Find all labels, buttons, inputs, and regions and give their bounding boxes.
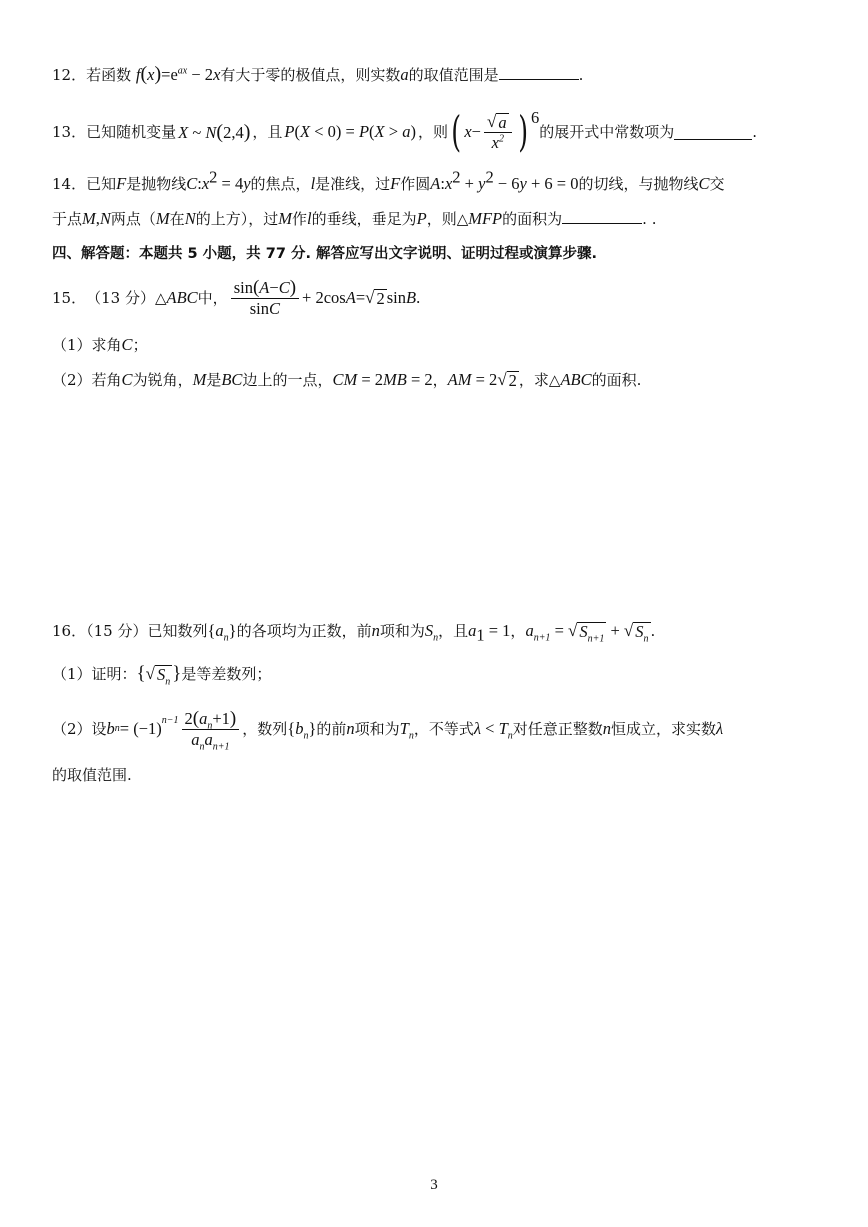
question-text: （1）求角 — [52, 336, 122, 354]
question-text: ，不等式 — [413, 720, 474, 738]
question-text: （1）证明： — [52, 665, 137, 683]
question-16-part-2 — [52, 707, 828, 751]
question-text: 于点 — [52, 210, 83, 228]
variable: N — [184, 209, 196, 228]
variable: a — [400, 65, 409, 84]
formula: AM = 2 √ 2 — [447, 370, 517, 390]
variable: M — [155, 209, 170, 228]
question-16-part-1 — [52, 663, 828, 688]
punctuation: ； — [132, 336, 148, 354]
question-text: ，数列 — [242, 720, 288, 738]
question-text: 的面积. — [591, 371, 642, 389]
question-number: 13． — [52, 123, 87, 141]
question-text: 是等差数列； — [181, 665, 272, 683]
formula: X ~ N(2,4) — [178, 120, 251, 143]
answer-blank[interactable] — [674, 125, 752, 140]
question-text: 的切线，与抛物线 — [578, 175, 699, 193]
score-label: （13 分） — [86, 289, 155, 307]
variable: P — [416, 209, 427, 228]
question-text: 已知数列 — [147, 622, 208, 640]
variable: C — [121, 335, 133, 354]
question-text: ，求△ — [518, 371, 561, 389]
variable: C — [121, 370, 133, 389]
formula: $\{a_n\}$ — [207, 621, 237, 644]
question-number: 16． — [52, 622, 87, 640]
variable: $T_n$ — [399, 719, 414, 742]
question-number: 12． — [52, 66, 87, 84]
question-text: 在 — [169, 210, 185, 228]
variable: M — [278, 209, 292, 228]
question-16-part-2-continued — [52, 765, 828, 785]
variable: λ — [716, 719, 724, 738]
question-15-part-2 — [52, 370, 828, 390]
variable: F — [116, 174, 127, 193]
formula: { √ $S_n$ } — [136, 663, 182, 688]
page-number: 3 — [430, 1177, 438, 1193]
question-text: △ — [154, 289, 167, 307]
variable: MFP — [468, 209, 503, 228]
variable: $S_n$ — [424, 621, 439, 644]
question-text: ，且 — [252, 123, 283, 141]
variable: ABC — [166, 288, 198, 307]
question-text: 作 — [291, 210, 307, 228]
question-text: 的取值范围. — [52, 766, 132, 784]
question-14-continued — [52, 209, 828, 229]
question-number: 14． — [52, 175, 87, 193]
question-text: 已知 — [86, 175, 117, 193]
variable: BC — [221, 370, 243, 389]
question-text: ，且 — [438, 622, 469, 640]
question-text: 是抛物线 — [126, 175, 187, 193]
formula: b n = (−1) $^{n-1}$ $\frac{2(a_n+1)}{a_na_{n+1}}$ — [107, 710, 243, 749]
punctuation: . — [752, 123, 758, 141]
formula: $f(x)=e^{ax} - 2x$ — [135, 63, 221, 85]
question-text: 为锐角， — [132, 371, 193, 389]
question-text: 交 — [709, 175, 725, 193]
question-12 — [52, 64, 828, 85]
question-text: 若函数 — [86, 66, 132, 84]
question-text: 项和为 — [379, 622, 425, 640]
formula: $\lambda < T_n$ — [473, 719, 513, 742]
formula: $\frac{\sin(A-C)}{\sin C}$ + 2cos A = √ 2 sin B . — [228, 279, 421, 318]
variable: F — [390, 174, 401, 193]
question-13 — [52, 107, 828, 156]
variable: M — [192, 370, 207, 389]
question-text: （2）设 — [52, 720, 107, 738]
question-text: 已知随机变量 — [86, 123, 177, 141]
question-text: 有大于零的极值点，则实数 — [220, 66, 401, 84]
question-text: 的各项均为正数，前 — [236, 622, 372, 640]
question-text: 项和为 — [354, 720, 400, 738]
formula: $C:x^2 = 4y$ — [186, 167, 251, 193]
formula: $\{b_n\}$ — [287, 719, 317, 742]
question-14 — [52, 167, 828, 194]
question-text: 对任意正整数 — [512, 720, 603, 738]
question-text: 边上的一点， — [242, 371, 333, 389]
question-text: 两点（ — [110, 210, 156, 228]
question-text: 的焦点， — [250, 175, 311, 193]
punctuation: . . — [642, 210, 657, 228]
punctuation: . — [578, 66, 584, 84]
question-text: 是 — [206, 371, 222, 389]
variable: ABC — [560, 370, 592, 389]
variable: M,N — [82, 209, 111, 228]
formula: P(X < 0) = P(X > a) — [284, 122, 416, 141]
question-text: 中， — [197, 289, 228, 307]
question-15-part-1 — [52, 335, 828, 355]
punctuation: ， — [510, 622, 526, 640]
question-text: 是准线，过 — [315, 175, 391, 193]
variable: C — [698, 174, 710, 193]
question-text: 的上方），过 — [195, 210, 279, 228]
formula: CM = 2MB = 2 — [332, 370, 433, 389]
punctuation: ， — [432, 371, 448, 389]
variable: n — [346, 719, 355, 738]
formula: $a_1 = 1$ — [468, 621, 511, 645]
question-text: 的展开式中常数项为 — [539, 123, 675, 141]
score-label: （15 分） — [86, 622, 148, 640]
variable: l — [306, 209, 312, 228]
question-text: 的取值范围是 — [408, 66, 499, 84]
variable: n — [602, 719, 612, 738]
question-16 — [52, 621, 828, 645]
section-heading: 四、解答题：本题共 5 小题，共 77 分. 解答应写出文字说明、证明过程或演算步骤. — [52, 246, 598, 262]
question-text: 恒成立，求实数 — [611, 720, 717, 738]
question-text: ，则 — [417, 123, 448, 141]
question-15 — [52, 276, 828, 320]
answer-blank[interactable] — [562, 209, 642, 224]
question-text: （2）若角 — [52, 371, 122, 389]
binomial-expression: ( x − √ a $x^2$ ) $^6$ — [451, 107, 540, 156]
variable: n — [371, 621, 380, 640]
punctuation: . — [650, 622, 656, 640]
question-number: 15． — [52, 289, 87, 307]
formula: $A:x^2 + y^2 - 6y + 6 = 0$ — [430, 167, 579, 193]
answer-blank[interactable] — [499, 65, 579, 80]
variable: l — [310, 174, 316, 193]
question-text: 的面积为 — [502, 210, 563, 228]
question-text: 的前 — [316, 720, 347, 738]
question-text: ，则△ — [426, 210, 469, 228]
formula: $a_{n+1}$ = √ $S_{n+1}$ + √ $S_n$ — [525, 621, 649, 645]
question-text: 作圆 — [400, 175, 431, 193]
question-text: 的垂线，垂足为 — [311, 210, 417, 228]
